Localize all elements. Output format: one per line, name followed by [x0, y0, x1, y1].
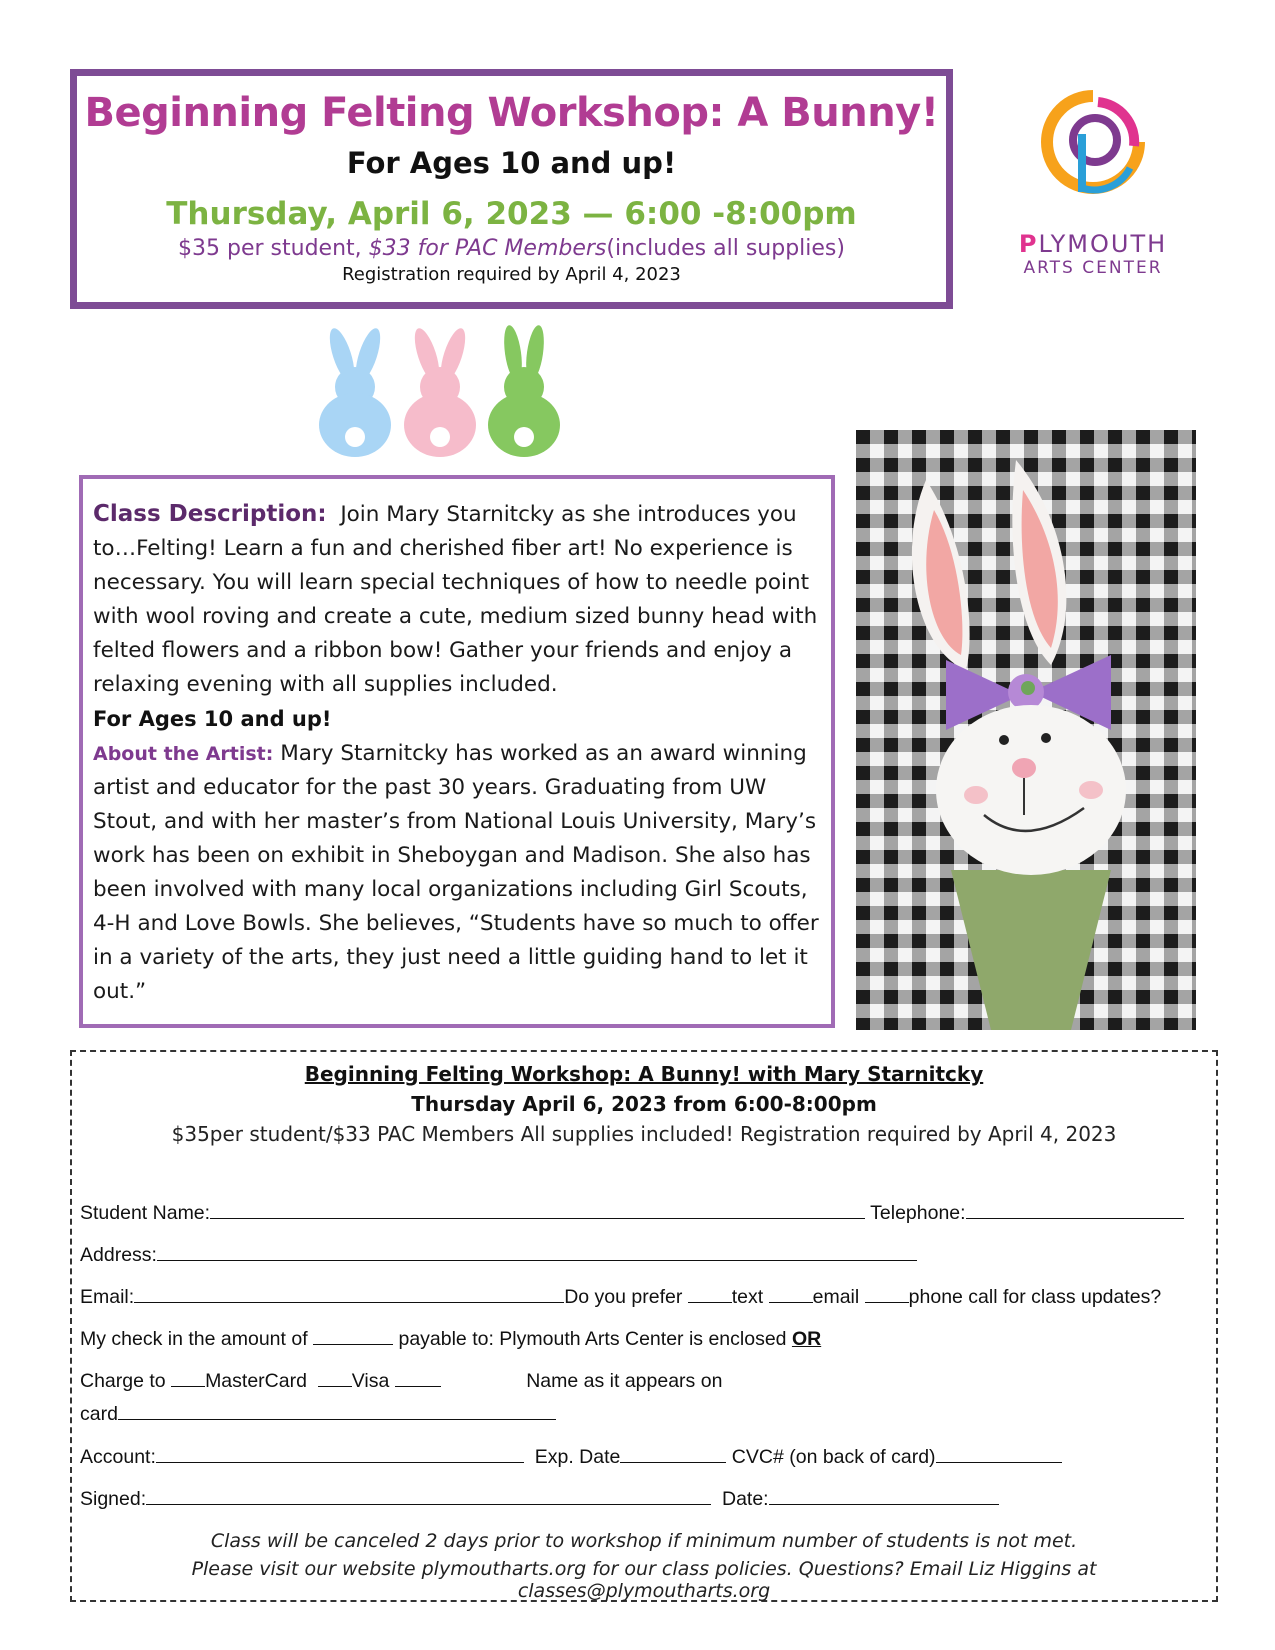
registration-form: [70, 1050, 1218, 1602]
form-date: Thursday April 6, 2023 from 6:00-8:00pm: [411, 1092, 877, 1116]
price-member: $33 for PAC Members: [368, 236, 607, 261]
email-field[interactable]: [134, 1284, 564, 1303]
or-label: OR: [791, 1328, 822, 1350]
about-artist-heading: About the Artist:: [93, 743, 274, 765]
event-date: Thursday, April 6, 2023 — 6:00 -8:00pm: [166, 196, 857, 232]
pink-bunny-icon: [404, 326, 476, 457]
blue-bunny-icon: [319, 326, 391, 457]
price-line: [77, 236, 946, 261]
exp-date-field[interactable]: [620, 1444, 726, 1463]
logo-swirl-icon: [1038, 88, 1148, 198]
student-name-row: Student Name: Telephone:: [80, 1200, 1184, 1225]
sign-date-field[interactable]: [769, 1486, 999, 1505]
prefer-phone-field[interactable]: [865, 1284, 909, 1303]
card-name-field[interactable]: [118, 1401, 556, 1420]
ages-note: For Ages 10 and up!: [93, 707, 332, 731]
about-artist: [93, 737, 821, 1009]
policy-note: Please visit our website plymoutharts.org for our class policies. Questions? Email Liz Higgins at classes@plymoutharts.org: [191, 1558, 1097, 1602]
check-row: My check in the amount of payable to: Plymouth Arts Center is enclosed OR: [80, 1328, 822, 1350]
price-prefix: $35 per student,: [178, 236, 369, 261]
class-description-box: [79, 475, 835, 1028]
logo-text-arts-center: ARTS CENTER: [1023, 258, 1163, 278]
account-row: Account: Exp. Date CVC# (on back of card): [80, 1444, 1062, 1469]
prefer-email-field[interactable]: [769, 1284, 813, 1303]
address-field[interactable]: [157, 1242, 917, 1261]
page-title: Beginning Felting Workshop: A Bunny!: [84, 90, 939, 136]
form-title: Beginning Felting Workshop: A Bunny! with Mary Starnitcky: [304, 1062, 984, 1086]
cancellation-note: Class will be canceled 2 days prior to workshop if minimum number of students is not met.: [210, 1530, 1078, 1552]
plymouth-arts-center-logo: [1018, 88, 1168, 278]
cvc-field[interactable]: [936, 1444, 1062, 1463]
price-suffix: (includes all supplies): [606, 236, 845, 261]
felted-bunny-photo: [856, 430, 1196, 1030]
telephone-field[interactable]: [966, 1200, 1184, 1219]
registration-deadline: Registration required by April 4, 2023: [342, 264, 681, 285]
form-price: $35per student/$33 PAC Members All supplies included! Registration required by April 4, 2023: [171, 1122, 1117, 1146]
check-amount-field[interactable]: [313, 1326, 393, 1345]
about-artist-text: Mary Starnitcky has worked as an award winning artist and educator for the past 30 years. Graduating from UW Stout, and with her master’s from National Louis University, Mary’s work has been on exhibit in Sheboygan and Madison. She also has been involved with many local organizations including Girl Scouts, 4-H and Love Bowls. She believes, “Students have so much to offer in a variety of the arts, they just need a little guiding hand to let it out.”: [93, 741, 819, 1004]
student-name-field[interactable]: [210, 1200, 865, 1219]
class-description: [93, 497, 821, 702]
green-bunny-icon: [488, 325, 560, 457]
account-field[interactable]: [156, 1444, 524, 1463]
class-description-heading: Class Description:: [93, 501, 327, 527]
other-card-field[interactable]: [395, 1368, 441, 1387]
logo-text-plymouth: PLYMOUTH: [1018, 230, 1168, 258]
signed-row: Signed: Date:: [80, 1486, 999, 1511]
address-row: Address:: [80, 1242, 917, 1267]
email-row: Email: Do you prefer text email phone call for class updates?: [80, 1286, 1162, 1308]
card-name-row: card: [80, 1401, 556, 1426]
prefer-text-field[interactable]: [688, 1284, 732, 1303]
charge-row: Charge to MasterCard Visa Name as it appears on: [80, 1370, 723, 1392]
bunnies-illustration: [310, 325, 580, 460]
age-subtitle: For Ages 10 and up!: [346, 146, 677, 180]
visa-field[interactable]: [318, 1368, 352, 1387]
mastercard-field[interactable]: [171, 1368, 205, 1387]
header-box: [70, 69, 953, 309]
class-description-text: Join Mary Starnitcky as she introduces you to…Felting! Learn a fun and cherished fiber art! No experience is necessary. You will learn special techniques of how to needle point with wool roving and create a cute, medium sized bunny head with felted flowers and a ribbon bow! Gather your friends and enjoy a relaxing evening with all supplies included.: [93, 502, 818, 697]
signature-field[interactable]: [146, 1486, 711, 1505]
